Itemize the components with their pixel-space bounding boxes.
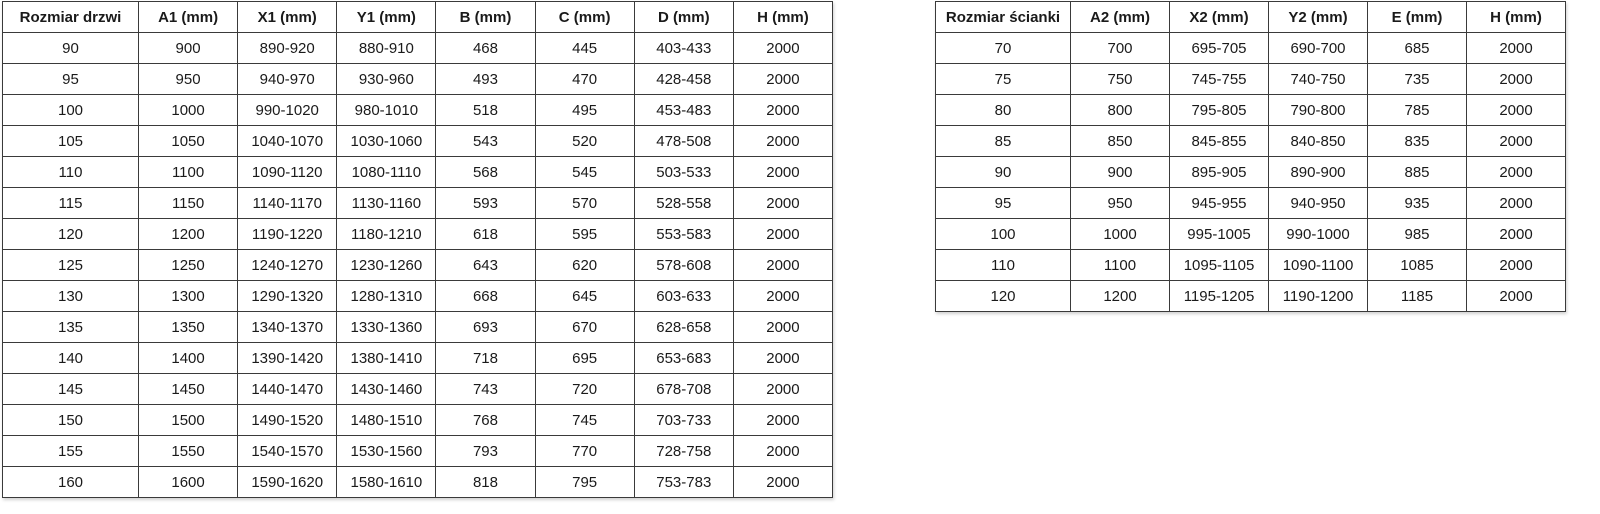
table-cell: 728-758 [634,436,733,467]
column-header: H (mm) [1467,2,1566,33]
table-cell: 90 [936,157,1071,188]
table-cell: 1100 [139,157,238,188]
table-cell: 1580-1610 [337,467,436,498]
table-cell: 1440-1470 [238,374,337,405]
table-cell: 553-583 [634,219,733,250]
table-cell: 428-458 [634,64,733,95]
table-row [936,157,1566,188]
table-row [3,126,833,157]
table-cell: 690-700 [1269,33,1368,64]
table-row [3,33,833,64]
table-cell: 2000 [733,250,832,281]
table-cell: 1240-1270 [238,250,337,281]
table-cell: 468 [436,33,535,64]
table-row [936,281,1566,312]
table-cell: 753-783 [634,467,733,498]
table-row [3,64,833,95]
table-cell: 1200 [1071,281,1170,312]
table-cell: 1430-1460 [337,374,436,405]
table-cell: 670 [535,312,634,343]
table-cell: 145 [3,374,139,405]
table-cell: 90 [3,33,139,64]
table-cell: 110 [3,157,139,188]
table-cell: 1390-1420 [238,343,337,374]
door-sizes-table [2,1,833,498]
table-row [3,436,833,467]
table-cell: 720 [535,374,634,405]
table-cell: 2000 [733,64,832,95]
column-header: Rozmiar ścianki [936,2,1071,33]
table-cell: 1600 [139,467,238,498]
table-cell: 900 [139,33,238,64]
table-cell: 1590-1620 [238,467,337,498]
table-cell: 1190-1200 [1269,281,1368,312]
table-cell: 1050 [139,126,238,157]
table-cell: 885 [1368,157,1467,188]
wall-sizes-table-header [936,2,1566,33]
table-cell: 940-970 [238,64,337,95]
table-cell: 840-850 [1269,126,1368,157]
column-header: X1 (mm) [238,2,337,33]
table-cell: 1500 [139,405,238,436]
table-cell: 1030-1060 [337,126,436,157]
table-cell: 950 [139,64,238,95]
table-cell: 1185 [1368,281,1467,312]
table-cell: 1090-1120 [238,157,337,188]
table-row [936,95,1566,126]
table-cell: 735 [1368,64,1467,95]
table-row [3,312,833,343]
table-cell: 2000 [733,219,832,250]
table-cell: 850 [1071,126,1170,157]
table-cell: 120 [3,219,139,250]
door-sizes-table-header [3,2,833,33]
table-cell: 1150 [139,188,238,219]
column-header: B (mm) [436,2,535,33]
table-cell: 935 [1368,188,1467,219]
table-cell: 930-960 [337,64,436,95]
table-cell: 403-433 [634,33,733,64]
table-cell: 695 [535,343,634,374]
table-cell: 1530-1560 [337,436,436,467]
table-row [3,188,833,219]
table-cell: 1140-1170 [238,188,337,219]
table-cell: 685 [1368,33,1467,64]
table-row [3,95,833,126]
table-cell: 900 [1071,157,1170,188]
column-header: H (mm) [733,2,832,33]
table-cell: 1490-1520 [238,405,337,436]
table-cell: 2000 [733,374,832,405]
table-cell: 578-608 [634,250,733,281]
table-cell: 793 [436,436,535,467]
table-cell: 1080-1110 [337,157,436,188]
table-cell: 1380-1410 [337,343,436,374]
table-cell: 528-558 [634,188,733,219]
table-cell: 1000 [139,95,238,126]
table-cell: 120 [936,281,1071,312]
table-row [936,188,1566,219]
table-cell: 1330-1360 [337,312,436,343]
table-cell: 2000 [1467,157,1566,188]
table-cell: 2000 [733,467,832,498]
table-row [3,219,833,250]
table-cell: 628-658 [634,312,733,343]
table-cell: 2000 [1467,33,1566,64]
table-cell: 1130-1160 [337,188,436,219]
table-cell: 2000 [733,312,832,343]
header-row [936,2,1566,33]
table-cell: 100 [936,219,1071,250]
table-cell: 115 [3,188,139,219]
table-row [3,157,833,188]
table-cell: 1290-1320 [238,281,337,312]
column-header: Y2 (mm) [1269,2,1368,33]
table-row [936,33,1566,64]
table-cell: 1250 [139,250,238,281]
header-row [3,2,833,33]
wall-sizes-table [935,1,1566,312]
table-cell: 100 [3,95,139,126]
table-cell: 1100 [1071,250,1170,281]
table-cell: 520 [535,126,634,157]
table-cell: 790-800 [1269,95,1368,126]
table-cell: 1450 [139,374,238,405]
table-cell: 478-508 [634,126,733,157]
table-row [3,343,833,374]
table-cell: 125 [3,250,139,281]
table-cell: 75 [936,64,1071,95]
table-cell: 990-1000 [1269,219,1368,250]
table-cell: 1200 [139,219,238,250]
column-header: A2 (mm) [1071,2,1170,33]
table-cell: 70 [936,33,1071,64]
table-row [936,219,1566,250]
table-cell: 570 [535,188,634,219]
table-cell: 495 [535,95,634,126]
table-cell: 568 [436,157,535,188]
table-cell: 1190-1220 [238,219,337,250]
table-cell: 745 [535,405,634,436]
table-cell: 2000 [733,126,832,157]
table-cell: 668 [436,281,535,312]
door-sizes-table-body [3,33,833,498]
table-cell: 95 [936,188,1071,219]
table-row [3,374,833,405]
table-cell: 1180-1210 [337,219,436,250]
table-row [3,281,833,312]
table-cell: 743 [436,374,535,405]
table-cell: 503-533 [634,157,733,188]
table-cell: 703-733 [634,405,733,436]
table-row [936,126,1566,157]
table-cell: 835 [1368,126,1467,157]
table-cell: 80 [936,95,1071,126]
table-cell: 2000 [1467,126,1566,157]
table-row [3,467,833,498]
table-cell: 1550 [139,436,238,467]
table-cell: 940-950 [1269,188,1368,219]
table-cell: 845-855 [1170,126,1269,157]
table-cell: 2000 [733,95,832,126]
table-row [936,250,1566,281]
table-cell: 2000 [733,281,832,312]
table-cell: 768 [436,405,535,436]
table-cell: 1400 [139,343,238,374]
table-cell: 800 [1071,95,1170,126]
table-cell: 1090-1100 [1269,250,1368,281]
table-cell: 95 [3,64,139,95]
table-cell: 2000 [1467,250,1566,281]
table-cell: 740-750 [1269,64,1368,95]
table-cell: 2000 [733,33,832,64]
table-cell: 985 [1368,219,1467,250]
table-row [3,405,833,436]
table-row [936,64,1566,95]
column-header: X2 (mm) [1170,2,1269,33]
table-cell: 1095-1105 [1170,250,1269,281]
table-cell: 995-1005 [1170,219,1269,250]
column-header: Y1 (mm) [337,2,436,33]
table-cell: 818 [436,467,535,498]
table-cell: 945-955 [1170,188,1269,219]
table-cell: 105 [3,126,139,157]
table-cell: 2000 [733,405,832,436]
table-cell: 2000 [733,436,832,467]
table-cell: 470 [535,64,634,95]
table-cell: 85 [936,126,1071,157]
table-cell: 678-708 [634,374,733,405]
column-header: Rozmiar drzwi [3,2,139,33]
table-cell: 2000 [1467,188,1566,219]
table-cell: 785 [1368,95,1467,126]
table-cell: 445 [535,33,634,64]
table-cell: 150 [3,405,139,436]
table-cell: 1280-1310 [337,281,436,312]
table-cell: 745-755 [1170,64,1269,95]
table-cell: 795-805 [1170,95,1269,126]
column-header: A1 (mm) [139,2,238,33]
column-header: D (mm) [634,2,733,33]
table-cell: 890-900 [1269,157,1368,188]
table-cell: 700 [1071,33,1170,64]
table-cell: 140 [3,343,139,374]
table-cell: 453-483 [634,95,733,126]
table-cell: 1230-1260 [337,250,436,281]
table-cell: 653-683 [634,343,733,374]
table-cell: 2000 [1467,64,1566,95]
table-cell: 2000 [1467,95,1566,126]
table-cell: 1300 [139,281,238,312]
table-cell: 1085 [1368,250,1467,281]
table-cell: 643 [436,250,535,281]
table-cell: 693 [436,312,535,343]
table-cell: 2000 [1467,281,1566,312]
table-cell: 2000 [733,157,832,188]
table-cell: 593 [436,188,535,219]
table-cell: 795 [535,467,634,498]
table-cell: 880-910 [337,33,436,64]
table-cell: 1480-1510 [337,405,436,436]
table-cell: 980-1010 [337,95,436,126]
table-cell: 895-905 [1170,157,1269,188]
table-cell: 2000 [733,343,832,374]
table-cell: 110 [936,250,1071,281]
table-cell: 1540-1570 [238,436,337,467]
table-cell: 2000 [733,188,832,219]
table-cell: 1340-1370 [238,312,337,343]
table-cell: 493 [436,64,535,95]
table-cell: 645 [535,281,634,312]
table-cell: 160 [3,467,139,498]
table-cell: 130 [3,281,139,312]
column-header: C (mm) [535,2,634,33]
table-cell: 545 [535,157,634,188]
table-cell: 695-705 [1170,33,1269,64]
table-cell: 990-1020 [238,95,337,126]
table-cell: 543 [436,126,535,157]
table-cell: 518 [436,95,535,126]
table-cell: 620 [535,250,634,281]
table-cell: 603-633 [634,281,733,312]
table-row [3,250,833,281]
table-cell: 1195-1205 [1170,281,1269,312]
table-cell: 1040-1070 [238,126,337,157]
table-cell: 135 [3,312,139,343]
table-cell: 2000 [1467,219,1566,250]
table-cell: 1350 [139,312,238,343]
table-cell: 155 [3,436,139,467]
table-cell: 750 [1071,64,1170,95]
table-cell: 1000 [1071,219,1170,250]
table-cell: 718 [436,343,535,374]
table-cell: 595 [535,219,634,250]
column-header: E (mm) [1368,2,1467,33]
wall-sizes-table-body [936,33,1566,312]
table-cell: 950 [1071,188,1170,219]
table-cell: 770 [535,436,634,467]
table-cell: 618 [436,219,535,250]
table-cell: 890-920 [238,33,337,64]
